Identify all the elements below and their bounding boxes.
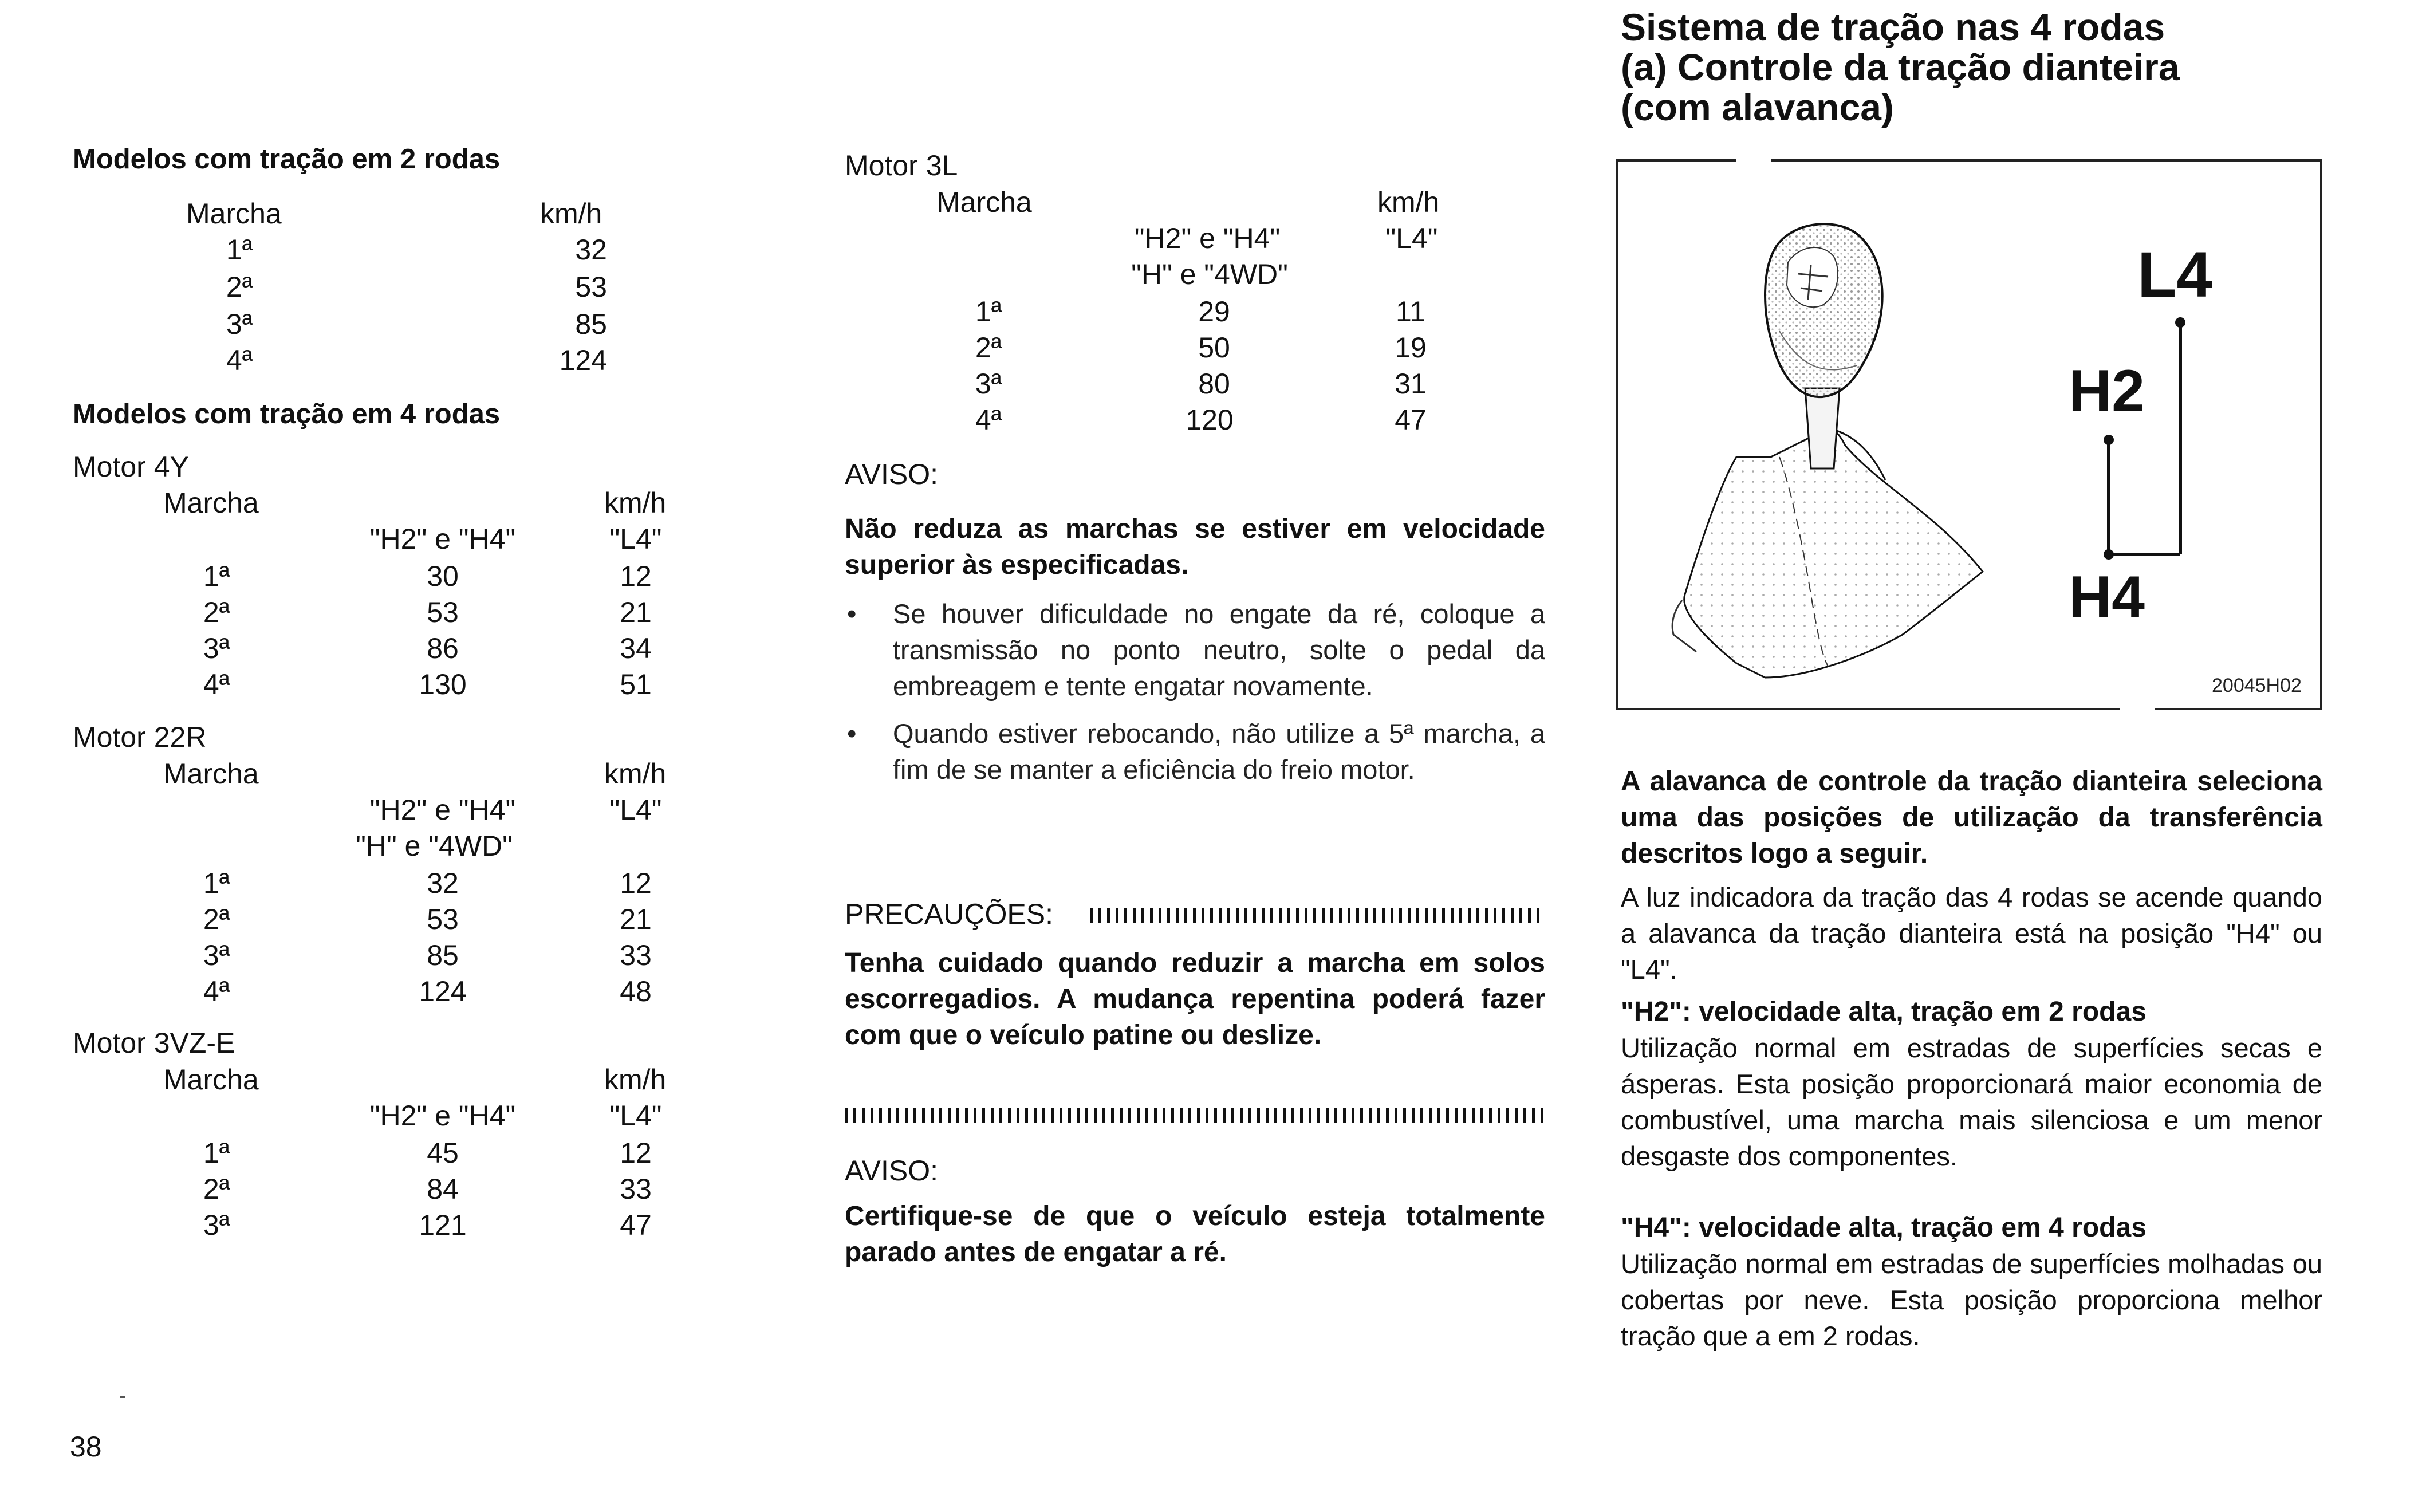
gear-cell: 3ª xyxy=(226,308,253,340)
gear-cell: 4ª xyxy=(975,404,1002,436)
table-header-h-alt: "H" e "4WD" xyxy=(356,830,513,862)
label-h2: H2 xyxy=(2069,358,2145,424)
motor-name: Motor 4Y xyxy=(73,451,189,483)
h-cell: 32 xyxy=(427,867,459,899)
table-header-gear: Marcha xyxy=(163,758,259,790)
kmh-cell: 85 xyxy=(575,308,607,340)
title-line: (a) Controle da tração dianteira xyxy=(1621,46,2180,88)
label-h4: H4 xyxy=(2069,564,2145,631)
gear-cell: 1ª xyxy=(975,296,1002,328)
h-cell: 120 xyxy=(1186,404,1234,436)
table-header-gear: Marcha xyxy=(163,1064,259,1096)
gear-cell: 2ª xyxy=(226,271,253,303)
transfer-lever-figure xyxy=(1616,159,2322,710)
shift-dot xyxy=(2175,317,2185,328)
aviso-heading: AVISO: xyxy=(845,1155,939,1187)
list-item xyxy=(845,715,1545,788)
precaucoes-bold-text: Tenha cuidado quando reduzir a marcha em solos escorregadios. A mudança repentina poderá fazer com que o veículo patine ou deslize. xyxy=(845,948,1545,1050)
l-cell: 11 xyxy=(1396,296,1425,328)
h2-heading: "H2": velocidade alta, tração em 2 rodas xyxy=(1621,997,2147,1027)
table-header-h-alt: "H" e "4WD" xyxy=(1131,258,1288,290)
h-cell: 85 xyxy=(427,939,459,971)
section-title xyxy=(1621,7,2180,127)
gear-cell: 3ª xyxy=(203,1209,230,1241)
gear-cell: 1ª xyxy=(203,867,230,899)
table-header-kmh: km/h xyxy=(540,198,602,230)
table-header-gear: Marcha xyxy=(936,186,1032,218)
table-header-gear: Marcha xyxy=(163,487,259,519)
l-cell: 34 xyxy=(620,632,652,664)
kmh-cell: 124 xyxy=(559,344,607,376)
aviso-bold-text: Certifique-se de que o veículo esteja totalmente parado antes de engatar a ré. xyxy=(845,1201,1545,1267)
intro-text: A luz indicadora da tração das 4 rodas se acende quando a alavanca da tração dianteira está na posição "H4" ou "L4". xyxy=(1621,882,2322,985)
bullet-icon: • xyxy=(847,598,857,629)
gear-cell: 2ª xyxy=(203,1173,230,1205)
table-header-kmh: km/h xyxy=(604,758,667,790)
table-header-l: "L4" xyxy=(1385,222,1438,254)
l-cell: 48 xyxy=(620,975,652,1007)
gear-cell: 3ª xyxy=(203,939,230,971)
l-cell: 33 xyxy=(620,1173,652,1205)
motor-name: Motor 3L xyxy=(845,149,958,182)
lever-shaft xyxy=(1805,388,1840,468)
tick-divider xyxy=(845,1108,1545,1123)
gear-cell: 1ª xyxy=(203,1137,230,1169)
gear-cell: 2ª xyxy=(203,596,230,628)
list-item-text: Se houver dificuldade no engate da ré, coloque a transmissão no ponto neutro, solte o pedal da embreagem e tente engatar novamente. xyxy=(893,598,1545,701)
motor-name: Motor 22R xyxy=(73,721,207,753)
l-cell: 12 xyxy=(620,560,652,592)
h-cell: 121 xyxy=(419,1209,467,1241)
figure-code: 20045H02 xyxy=(2212,675,2302,696)
gear-cell: 4ª xyxy=(203,975,230,1007)
table-header-l: "L4" xyxy=(609,794,662,826)
table-header-gear: Marcha xyxy=(186,198,282,230)
h2-text: Utilização normal em estradas de superfícies secas e ásperas. Esta posição proporcionará maior economia de combustível, uma marcha mais silenciosa e um menor desgaste dos componentes. xyxy=(1621,1033,2322,1171)
gear-cell: 4ª xyxy=(226,344,253,376)
scan-dot xyxy=(120,1396,125,1398)
shift-dot xyxy=(2104,435,2114,445)
four-wheel-models-title: Modelos com tração em 4 rodas xyxy=(73,399,501,430)
precaucoes-heading-row xyxy=(845,896,1545,932)
table-header-h: "H2" e "H4" xyxy=(369,1100,516,1132)
label-l4: L4 xyxy=(2137,239,2212,310)
h4-heading: "H4": velocidade alta, tração em 4 rodas xyxy=(1621,1212,2147,1243)
gear-cell: 3ª xyxy=(975,368,1002,400)
l-cell: 31 xyxy=(1395,368,1427,400)
gear-cell: 1ª xyxy=(226,234,253,266)
table-header-h: "H2" e "H4" xyxy=(369,523,516,555)
l-cell: 12 xyxy=(620,1137,652,1169)
h-cell: 45 xyxy=(427,1137,459,1169)
h-cell: 29 xyxy=(1198,296,1230,328)
table-header-kmh: km/h xyxy=(604,1064,667,1096)
l-cell: 12 xyxy=(620,867,652,899)
table-header-kmh: km/h xyxy=(604,487,667,519)
h4-text: Utilização normal em estradas de superfícies molhadas ou cobertas por neve. Esta posição proporciona melhor tração que a em 2 rodas. xyxy=(1621,1249,2322,1351)
gear-cell: 3ª xyxy=(203,632,230,664)
precaucoes-heading: PRECAUÇÕES: xyxy=(845,898,1053,930)
l-cell: 51 xyxy=(620,668,652,700)
gear-cell: 2ª xyxy=(975,332,1002,364)
aviso-bullet-list xyxy=(845,596,1545,799)
h-cell: 86 xyxy=(427,632,459,664)
table-header-l: "L4" xyxy=(609,1100,662,1132)
two-wheel-models-title: Modelos com tração em 2 rodas xyxy=(73,144,501,175)
gear-cell: 1ª xyxy=(203,560,230,592)
h-cell: 53 xyxy=(427,903,459,935)
kmh-cell: 53 xyxy=(575,271,607,303)
intro-bold-text: A alavanca de controle da tração dianteira seleciona uma das posições de utilização da transferência descritos logo a seguir. xyxy=(1621,766,2322,869)
table-header-h: "H2" e "H4" xyxy=(369,794,516,826)
table-header-kmh: km/h xyxy=(1377,186,1440,218)
l-cell: 47 xyxy=(1395,404,1427,436)
l-cell: 19 xyxy=(1395,332,1427,364)
tick-divider xyxy=(1090,908,1545,923)
gear-cell: 4ª xyxy=(203,668,230,700)
aviso-bold-text: Não reduza as marchas se estiver em velocidade superior às especificadas. xyxy=(845,514,1545,580)
list-item xyxy=(845,596,1545,704)
aviso-heading: AVISO: xyxy=(845,458,939,490)
h-cell: 84 xyxy=(427,1173,459,1205)
l-cell: 47 xyxy=(620,1209,652,1241)
l-cell: 33 xyxy=(620,939,652,971)
gear-cell: 2ª xyxy=(203,903,230,935)
knob-emblem xyxy=(1787,247,1838,307)
h-cell: 53 xyxy=(427,596,459,628)
h2-section xyxy=(1621,994,2322,1174)
list-item-text: Quando estiver rebocando, não utilize a 5ª marcha, a fim de se manter a eficiência do freio motor. xyxy=(893,718,1545,785)
h-cell: 130 xyxy=(419,668,467,700)
motor-name: Motor 3VZ-E xyxy=(73,1027,235,1059)
title-line: Sistema de tração nas 4 rodas xyxy=(1621,6,2165,48)
shift-dot xyxy=(2104,549,2114,560)
l-cell: 21 xyxy=(620,596,652,628)
table-header-l: "L4" xyxy=(609,523,662,555)
h-cell: 30 xyxy=(427,560,459,592)
page-number: 38 xyxy=(70,1431,102,1463)
table-header-h: "H2" e "H4" xyxy=(1134,222,1281,254)
title-line: (com alavanca) xyxy=(1621,86,1894,128)
h4-section xyxy=(1621,1210,2322,1354)
h-cell: 124 xyxy=(419,975,467,1007)
h-cell: 50 xyxy=(1198,332,1230,364)
kmh-cell: 32 xyxy=(575,234,607,266)
l-cell: 21 xyxy=(620,903,652,935)
bullet-icon: • xyxy=(847,718,857,749)
h-cell: 80 xyxy=(1198,368,1230,400)
